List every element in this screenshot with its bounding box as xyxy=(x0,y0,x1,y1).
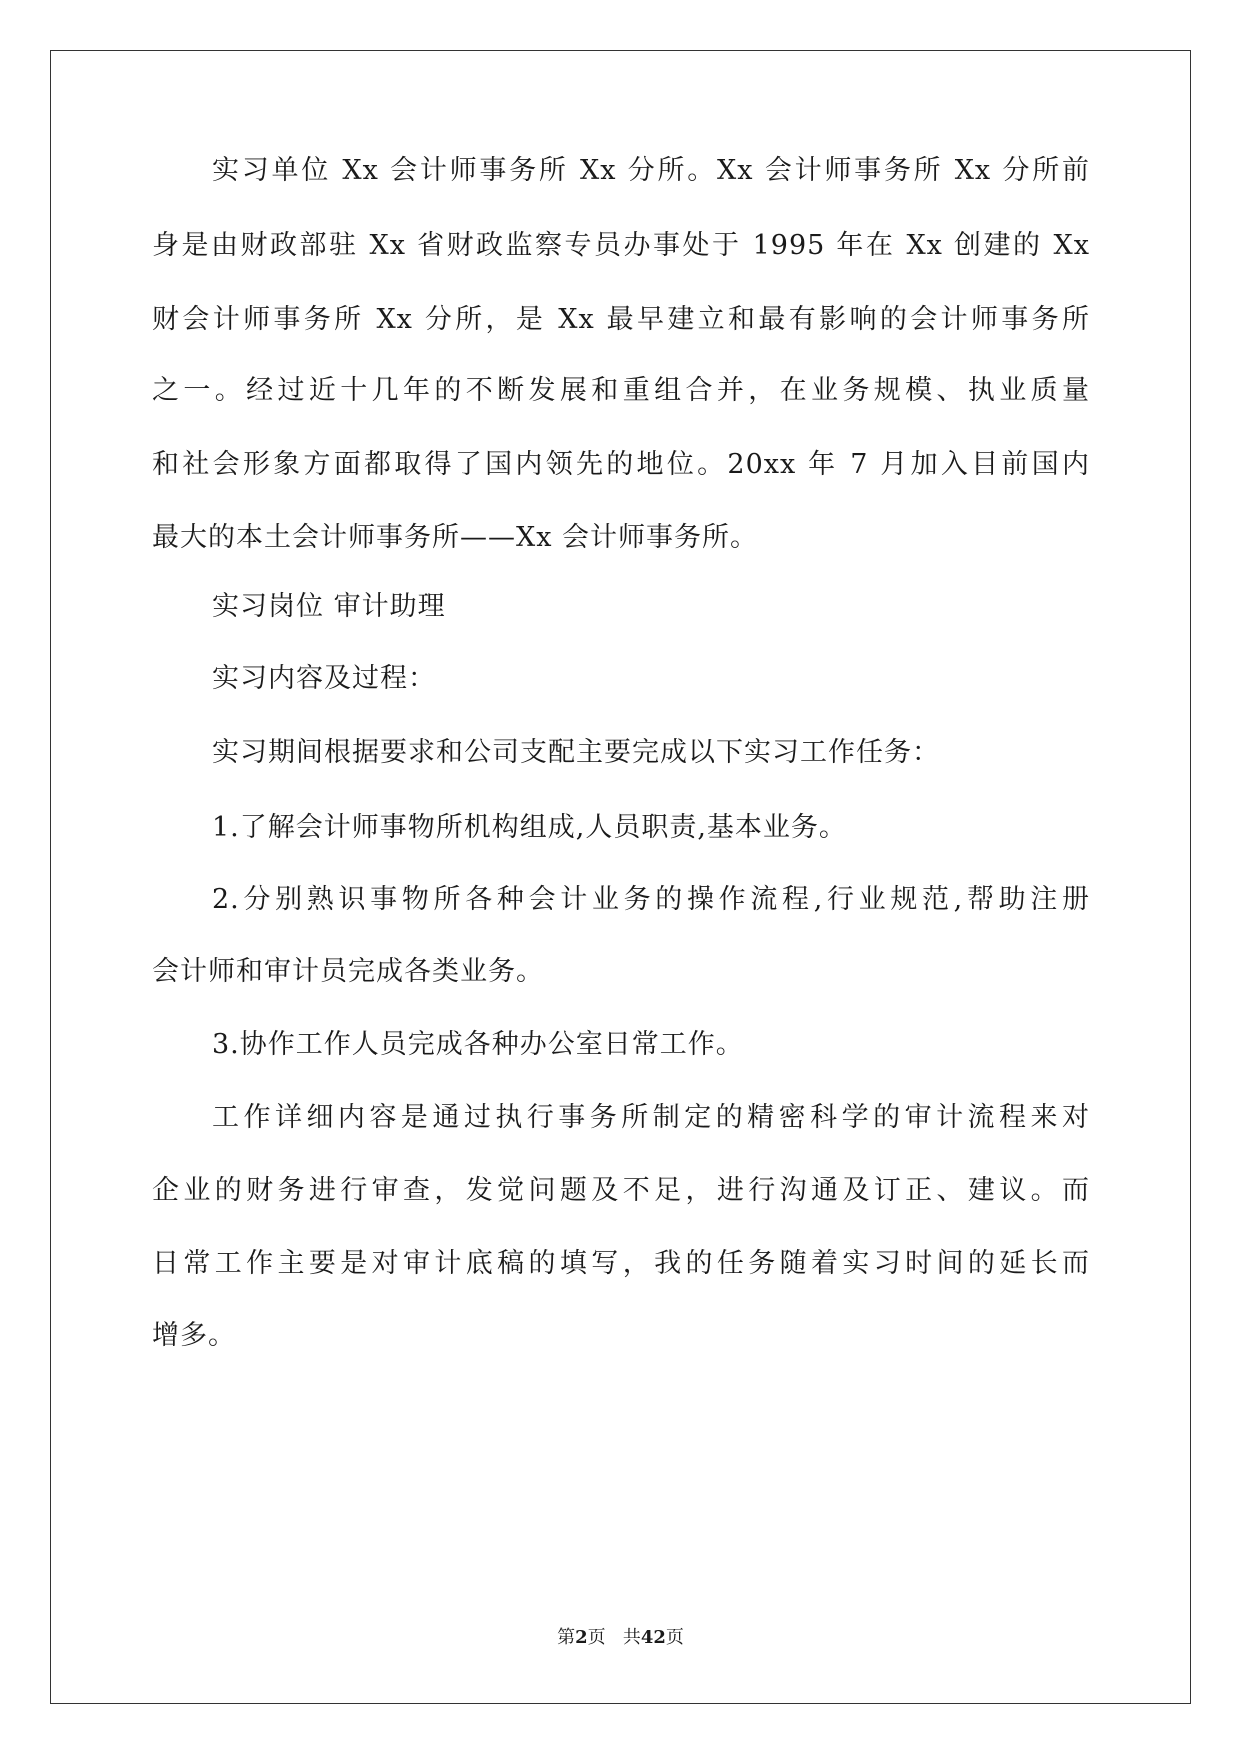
task-item-2-line: 2.分别熟识事物所各种会计业务的操作流程,行业规范,帮助注册 xyxy=(212,884,1090,915)
page-footer xyxy=(0,1626,1241,1650)
paragraph-unit-line: 身是由财政部驻 Xx 省财政监察专员办事处于 1995 年在 Xx 创建的 Xx xyxy=(152,230,1090,261)
work-detail-line: 增多。 xyxy=(152,1320,236,1351)
footer-total-prefix: 共 xyxy=(622,1627,641,1648)
total-pages: 42 xyxy=(640,1627,666,1648)
task-intro: 实习期间根据要求和公司支配主要完成以下实习工作任务： xyxy=(212,737,940,768)
paragraph-unit-line: 实习单位 Xx 会计师事务所 Xx 分所。Xx 会计师事务所 Xx 分所前 xyxy=(212,155,1090,186)
footer-prefix: 第 xyxy=(557,1627,576,1648)
work-detail-line: 工作详细内容是通过执行事务所制定的精密科学的审计流程来对 xyxy=(212,1102,1090,1133)
work-detail-line: 企业的财务进行审查，发觉问题及不足，进行沟通及订正、建议。而 xyxy=(152,1175,1090,1206)
page-number: 2 xyxy=(575,1627,588,1648)
content-heading: 实习内容及过程： xyxy=(212,663,436,694)
paragraph-unit-line: 之一。经过近十几年的不断发展和重组合并，在业务规模、执业质量 xyxy=(152,375,1090,406)
task-item-2-line: 会计师和审计员完成各类业务。 xyxy=(152,956,544,987)
work-detail-line: 日常工作主要是对审计底稿的填写，我的任务随着实习时间的延长而 xyxy=(152,1248,1090,1279)
paragraph-unit-line: 财会计师事务所 Xx 分所，是 Xx 最早建立和最有影响的会计师事务所 xyxy=(152,304,1090,335)
task-item-1: 1.了解会计师事物所机构组成,人员职责,基本业务。 xyxy=(212,812,847,843)
paragraph-unit-line: 和社会形象方面都取得了国内领先的地位。20xx 年 7 月加入目前国内 xyxy=(152,449,1090,480)
internship-position: 实习岗位 审计助理 xyxy=(212,591,446,622)
footer-total-unit: 页 xyxy=(665,1627,684,1648)
footer-page-unit: 页 xyxy=(587,1627,606,1648)
task-item-3: 3.协作工作人员完成各种办公室日常工作。 xyxy=(212,1029,744,1060)
paragraph-unit-line: 最大的本土会计师事务所——Xx 会计师事务所。 xyxy=(152,522,759,553)
page-border xyxy=(50,50,1191,1704)
